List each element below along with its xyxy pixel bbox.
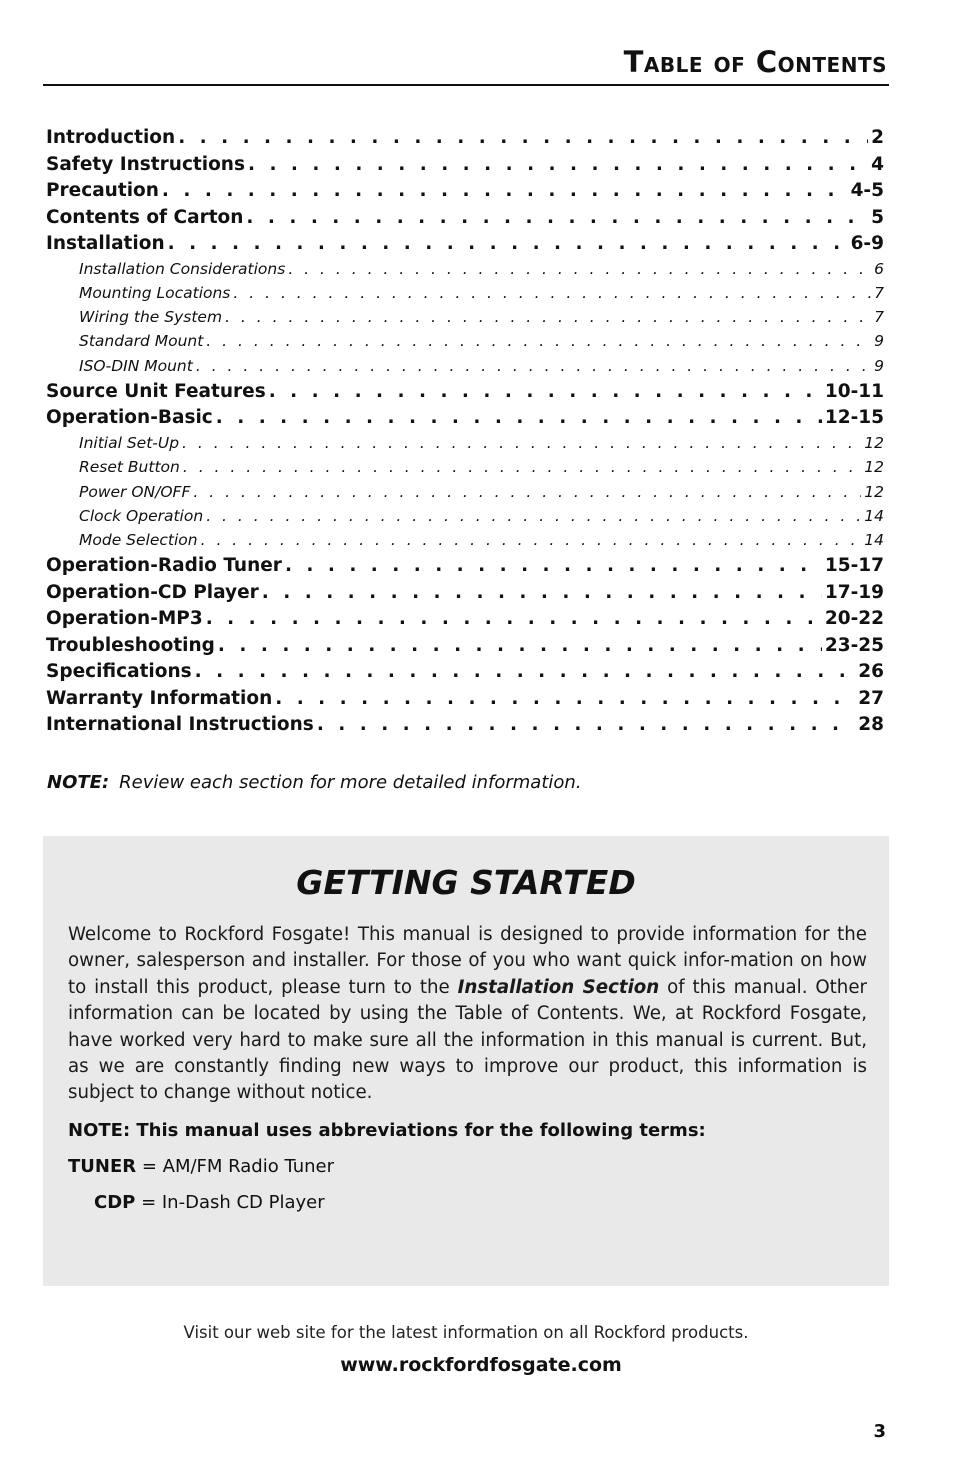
toc-entry-page: 28 bbox=[858, 714, 884, 736]
toc-entry-label: Operation-CD Player bbox=[46, 581, 259, 603]
toc-entry-label: Introduction bbox=[46, 127, 176, 148]
website-link[interactable]: www.rockfordfosgate.com bbox=[340, 1354, 622, 1376]
toc-entry-page: 6-9 bbox=[850, 233, 884, 254]
toc-entry-label: International Instructions bbox=[46, 714, 314, 736]
abbreviations-note: NOTE: This manual uses abbreviations for the following terms: bbox=[68, 1120, 706, 1141]
toc-entry-page: 12 bbox=[864, 482, 884, 501]
toc-leader-dots bbox=[225, 308, 871, 326]
toc-entry-label: Operation-Radio Tuner bbox=[46, 555, 282, 577]
abbreviation-term: TUNER bbox=[68, 1156, 137, 1177]
toc-entry bbox=[46, 127, 884, 154]
toc-entry-label: Operation-MP3 bbox=[46, 608, 203, 630]
toc-entry-page: 12 bbox=[864, 458, 884, 477]
toc-leader-dots bbox=[248, 154, 868, 175]
toc-entry-label: Contents of Carton bbox=[46, 206, 244, 228]
page-number: 3 bbox=[873, 1421, 886, 1442]
toc-entry-page: 17-19 bbox=[824, 581, 884, 603]
toc-entry-label: Initial Set-Up bbox=[79, 433, 180, 452]
toc-leader-dots bbox=[206, 507, 861, 525]
toc-entry-label: Mounting Locations bbox=[79, 283, 231, 302]
toc-leader-dots bbox=[196, 357, 871, 375]
toc-entry-page: 10-11 bbox=[824, 380, 884, 402]
toc-entry-label: Installation bbox=[46, 233, 165, 254]
installation-section-reference: Installation Section bbox=[457, 976, 660, 998]
table-of-contents bbox=[46, 127, 884, 741]
footer-visit-text: Visit our web site for the latest information on all Rockford products. bbox=[183, 1323, 749, 1342]
toc-entry-page: 12 bbox=[864, 433, 884, 452]
abbreviation-tuner bbox=[68, 1156, 334, 1177]
toc-entry-page: 27 bbox=[858, 687, 884, 709]
toc-entry-label: Troubleshooting bbox=[46, 634, 215, 656]
toc-leader-dots bbox=[216, 407, 822, 428]
toc-leader-dots bbox=[162, 180, 848, 201]
toc-entry-page: 7 bbox=[874, 283, 884, 302]
toc-leader-dots bbox=[218, 635, 822, 656]
page-title: Table of Contents bbox=[623, 45, 887, 79]
toc-entry-page: 14 bbox=[864, 531, 884, 550]
toc-entry bbox=[46, 381, 884, 408]
toc-entry-page: 26 bbox=[858, 661, 884, 683]
toc-entry-page: 4-5 bbox=[850, 180, 884, 201]
toc-leader-dots bbox=[262, 582, 822, 603]
toc-entry bbox=[46, 688, 884, 715]
toc-subentry bbox=[46, 357, 884, 381]
toc-subentry bbox=[46, 332, 884, 356]
toc-subentry bbox=[46, 483, 884, 507]
toc-entry-label: Operation-Basic bbox=[46, 407, 213, 429]
toc-entry bbox=[46, 207, 884, 234]
toc-leader-dots bbox=[195, 661, 856, 682]
toc-entry-page: 20-22 bbox=[824, 608, 884, 630]
toc-leader-dots bbox=[285, 555, 822, 576]
toc-subentry bbox=[46, 458, 884, 482]
toc-entry-label: Mode Selection bbox=[79, 531, 198, 550]
toc-entry-label: Power ON/OFF bbox=[79, 482, 191, 501]
toc-leader-dots bbox=[193, 483, 861, 501]
toc-entry-label: Precaution bbox=[46, 180, 159, 201]
toc-leader-dots bbox=[201, 531, 862, 549]
getting-started-box bbox=[43, 836, 889, 1286]
toc-entry-label: Reset Button bbox=[79, 458, 180, 477]
toc-entry bbox=[46, 407, 884, 434]
abbreviation-meaning: = In-Dash CD Player bbox=[135, 1192, 325, 1213]
toc-entry bbox=[46, 233, 884, 260]
toc-entry-page: 9 bbox=[874, 332, 884, 351]
getting-started-title: GETTING STARTED bbox=[296, 863, 636, 902]
toc-entry bbox=[46, 154, 884, 181]
toc-leader-dots bbox=[275, 688, 855, 709]
toc-leader-dots bbox=[206, 608, 822, 629]
toc-entry-label: Standard Mount bbox=[79, 332, 204, 351]
toc-entry-page: 5 bbox=[871, 206, 884, 228]
paragraph-text-start: Welcome to Rockford Fosgate! This manual is designed to provide information for the owner, salesperson and installer. For those of you who want quick infor-mation on how to install this product, please turn to the bbox=[68, 924, 867, 998]
toc-leader-dots bbox=[206, 332, 871, 350]
toc-leader-dots bbox=[178, 127, 868, 148]
toc-entry-label: Source Unit Features bbox=[46, 380, 266, 402]
toc-entry-page: 4 bbox=[871, 153, 884, 175]
toc-entry bbox=[46, 555, 884, 582]
toc-entry-page: 15-17 bbox=[824, 555, 884, 577]
toc-leader-dots bbox=[246, 207, 868, 228]
toc-entry-label: Safety Instructions bbox=[46, 153, 245, 175]
abbreviation-term: CDP bbox=[94, 1192, 136, 1213]
toc-subentry bbox=[46, 308, 884, 332]
toc-entry-page: 7 bbox=[874, 308, 884, 327]
toc-entry bbox=[46, 608, 884, 635]
toc-entry-page: 9 bbox=[874, 356, 884, 375]
toc-entry bbox=[46, 661, 884, 688]
toc-leader-dots bbox=[183, 458, 861, 476]
toc-note-text: Review each section for more detailed information. bbox=[119, 772, 582, 793]
toc-entry-page: 6 bbox=[874, 259, 884, 278]
toc-leader-dots bbox=[182, 434, 861, 452]
toc-leader-dots bbox=[317, 714, 855, 735]
toc-subentry bbox=[46, 260, 884, 284]
toc-note-label: NOTE: bbox=[47, 772, 110, 793]
page-header bbox=[43, 44, 889, 86]
toc-entry-label: Specifications bbox=[46, 661, 192, 683]
abbreviation-cdp bbox=[94, 1192, 325, 1213]
abbreviation-meaning: = AM/FM Radio Tuner bbox=[136, 1156, 335, 1177]
toc-entry-page: 23-25 bbox=[824, 634, 884, 656]
toc-leader-dots bbox=[233, 284, 871, 302]
toc-entry bbox=[46, 180, 884, 207]
toc-subentry bbox=[46, 434, 884, 458]
toc-note bbox=[47, 772, 582, 793]
toc-entry-label: Installation Considerations bbox=[79, 259, 286, 278]
toc-entry-label: Warranty Information bbox=[46, 687, 273, 709]
paragraph-text-end: of this manual. Other information can be located by using the Table of Contents. We, at Rockford Fosgate, have worked very hard to make sure all the information in this manual is current. But, as we are constantly finding new ways to improve our product, this information is subject to change without notice. bbox=[68, 976, 867, 1104]
toc-entry bbox=[46, 582, 884, 609]
getting-started-paragraph bbox=[68, 922, 867, 1107]
toc-entry-page: 12-15 bbox=[824, 407, 884, 429]
toc-entry bbox=[46, 714, 884, 741]
toc-entry bbox=[46, 635, 884, 662]
toc-entry-page: 2 bbox=[871, 127, 884, 148]
toc-entry-page: 14 bbox=[864, 506, 884, 525]
toc-subentry bbox=[46, 531, 884, 555]
toc-leader-dots bbox=[288, 260, 871, 278]
toc-leader-dots bbox=[269, 381, 822, 402]
toc-entry-label: ISO-DIN Mount bbox=[79, 356, 193, 375]
toc-leader-dots bbox=[168, 233, 848, 254]
toc-subentry bbox=[46, 507, 884, 531]
toc-entry-label: Wiring the System bbox=[79, 308, 223, 327]
toc-subentry bbox=[46, 284, 884, 308]
toc-entry-label: Clock Operation bbox=[79, 506, 204, 525]
